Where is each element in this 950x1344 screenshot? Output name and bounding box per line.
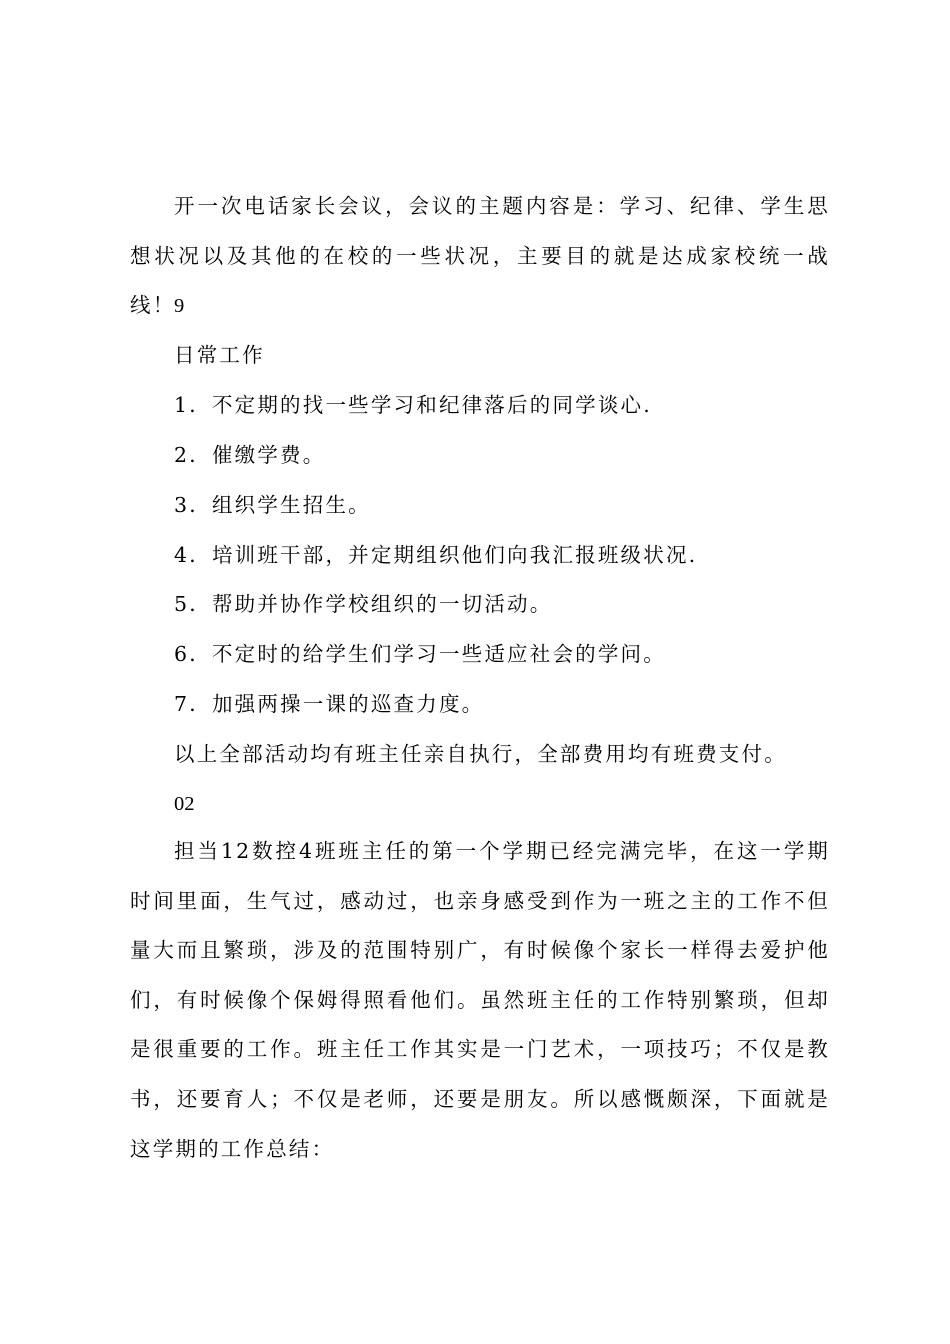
paragraph-parent-meeting: 开一次电话家长会议，会议的主题内容是：学习、纪律、学生思想状况以及其他的在校的一些状况，主要目的就是达成家校统一战线！	[130, 194, 830, 318]
section-heading: 日常工作	[174, 343, 265, 367]
list-item: 6．不定时的给学生们学习一些适应社会的学问。	[174, 642, 666, 666]
list-item: 5．帮助并协作学校组织的一切活动。	[174, 592, 553, 616]
list-item: 7．加强两操一课的巡查力度。	[174, 692, 485, 716]
closing-line: 以上全部活动均有班主任亲自执行，全部费用均有班费支付。	[174, 742, 787, 766]
list-item: 2．催缴学费。	[174, 443, 326, 467]
paragraph-summary: 担当12数控4班班主任的第一个学期已经完满完毕，在这一学期时间里面，生气过，感动过，也亲身感受到作为一班之主的工作不但量大而且繁琐，涉及的范围特别广，有时候像个家长一样得去爱护他们，有时候像个保姆得照看他们。虽然班主任的工作特别繁琐，但却是很重要的工作。班主任工作其实是一门艺术，一项技巧；不仅是教书，还要育人；不仅是老师，还要是朋友。所以感慨颇深，下面就是这学期的工作总结：	[130, 839, 830, 1161]
list-item: 1．不定期的找一些学习和纪律落后的同学谈心.	[174, 393, 652, 417]
part-number: 02	[174, 793, 195, 815]
list-item: 4．培训班干部，并定期组织他们向我汇报班级状况.	[174, 543, 698, 567]
section-number: 9	[174, 295, 185, 317]
list-item: 3．组织学生招生。	[174, 493, 371, 517]
